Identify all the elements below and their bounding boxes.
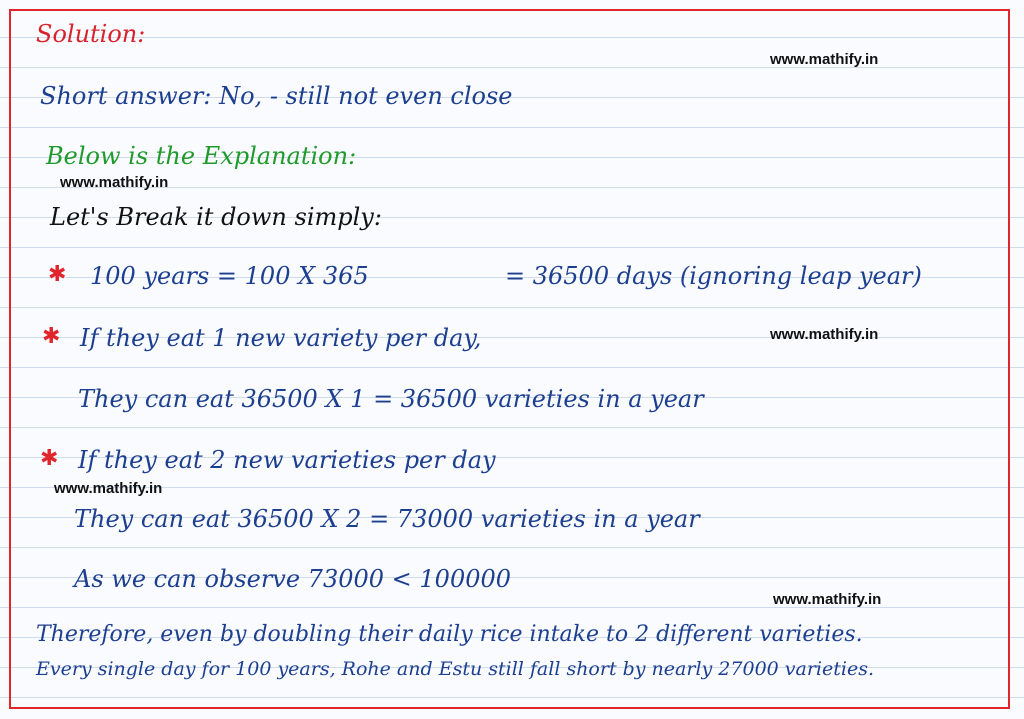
if-two-line: If they eat 2 new varieties per day	[78, 446, 496, 474]
lets-break-down: Let's Break it down simply:	[50, 203, 382, 231]
eat-two-line: They can eat 36500 X 2 = 73000 varieties in a year	[74, 505, 700, 533]
short-answer: Short answer: No, - still not even close	[40, 82, 513, 110]
days-line: = 36500 days (ignoring leap year)	[505, 262, 922, 290]
years-line: 100 years = 100 X 365	[90, 262, 369, 290]
if-one-line: If they eat 1 new variety per day,	[80, 324, 482, 352]
therefore-line-1: Therefore, even by doubling their daily rice intake to 2 different varieties.	[36, 622, 863, 647]
therefore-line-2: Every single day for 100 years, Rohe and Estu still fall short by nearly 27000 varieties.	[36, 658, 874, 680]
star-icon: ✱	[40, 446, 59, 471]
eat-one-line: They can eat 36500 X 1 = 36500 varieties in a year	[78, 385, 704, 413]
heading: Solution:	[36, 20, 146, 48]
explanation-heading: Below is the Explanation:	[46, 142, 357, 170]
watermark: www.mathify.in	[770, 326, 879, 343]
watermark: www.mathify.in	[60, 174, 169, 191]
watermark: www.mathify.in	[54, 480, 163, 497]
watermark: www.mathify.in	[770, 51, 879, 68]
watermark: www.mathify.in	[773, 591, 882, 608]
star-icon: ✱	[42, 324, 61, 349]
star-icon: ✱	[48, 262, 67, 287]
observe-line: As we can observe 73000 < 100000	[74, 565, 512, 593]
